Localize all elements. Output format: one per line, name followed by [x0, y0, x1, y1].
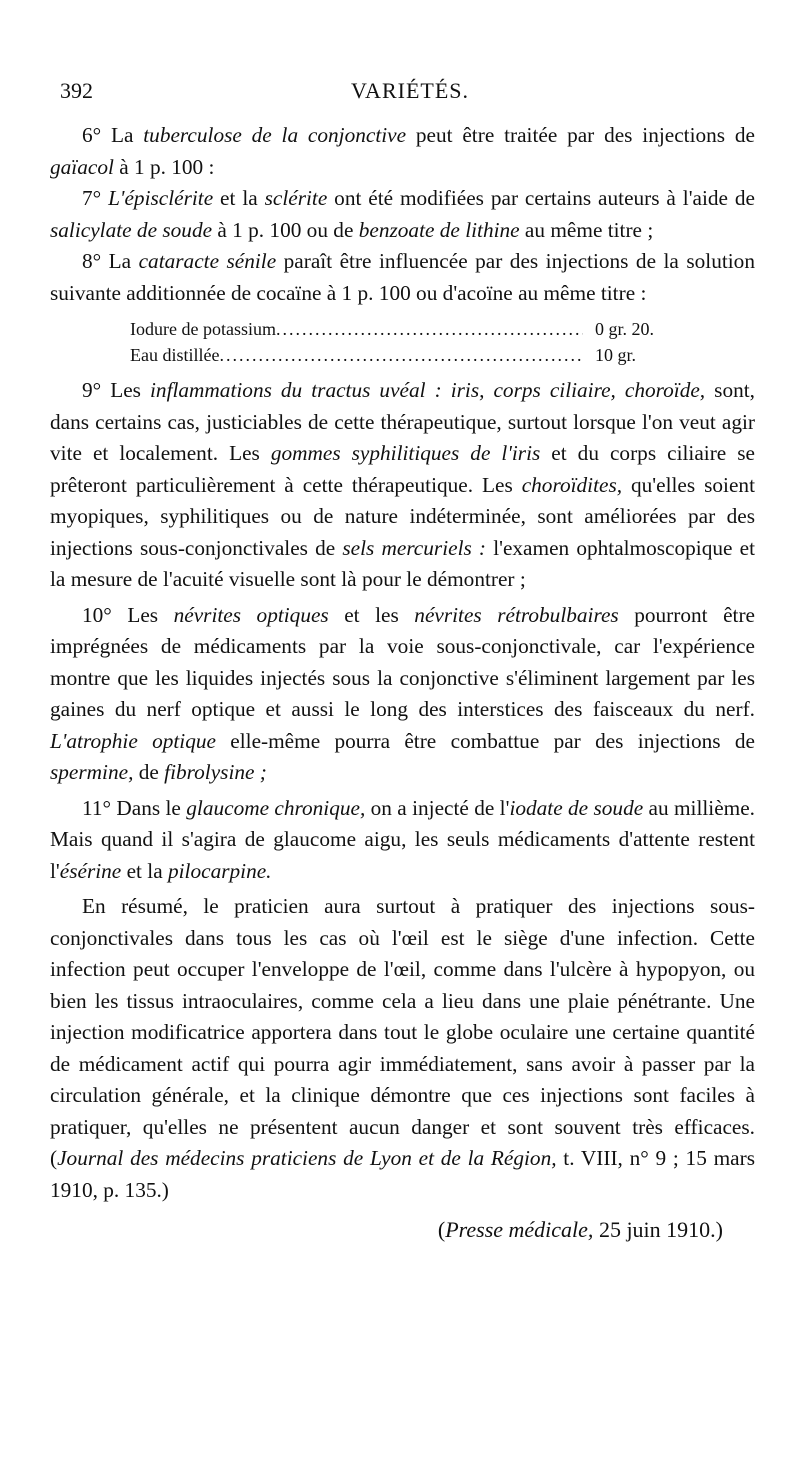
recipe-row — [130, 316, 690, 342]
page-number: 392 — [60, 78, 93, 103]
paragraph-7: 7° L'épisclérite et la sclérite ont été modifiées par certains auteurs à l'aide de salicylate de soude à 1 p. 100 ou de benzoate de lithine au même titre ; — [50, 186, 755, 242]
paragraph-11: 11° Dans le glaucome chronique, on a injecté de l'iodate de soude au millième. Mais quand il s'agira de glaucome aigu, les seuls médicaments d'attente restent l'ésérine et la pilocarpine. — [50, 795, 756, 883]
dot-leader — [219, 342, 583, 368]
recipe-ingredient: Eau distillée — [130, 345, 220, 365]
article-body — [50, 120, 755, 1246]
recipe-quantity: 10 gr. — [595, 345, 637, 365]
paragraph-6: 6° La tuberculose de la conjonctive peut être traitée par des injections de gaïacol à 1 p. 100 : — [50, 123, 755, 179]
recipe-ingredient: Iodure de potassium — [130, 319, 276, 339]
paragraph-10: 10° Les névrites optiques et les névrites rétrobulbaires pourront être imprégnées de médicaments par la voie sous-conjonctivale, car l'expérience montre que les liquides injectés sous la conjonctive s'éliminent largement par les gaines du nerf optique et aussi le long des interstices des faisceaux du nerf. L'atrophie optique elle-même pourra être combattue par des injections de spermine, de fibrolysine ; — [50, 602, 755, 784]
recipe-list — [130, 316, 755, 368]
running-title: VARIÉTÉS. — [351, 78, 469, 103]
summary-paragraph: En résumé, le praticien aura surtout à pratiquer des injections sous-conjonctivales dans tous les cas où l'œil est le siège d'une infection. Cette infection peut occuper l'enveloppe de l'œil, comme dans l'ulcère à hypopyon, ou bien les tissus intraoculaires, comme cela a lieu dans une plaie pénétrante. Une injection modificatrice apportera dans tout le globe oculaire une certaine quantité de médicament actif qui pourra agir immédiatement, sans avoir à passer par la circulation générale, et la clinique démontre que ces injections sont faciles à pratiquer, qu'elles ne présentent aucun danger et sont souvent très efficaces. (Journal des médecins praticiens de Lyon et de la Région, t. VIII, n° 9 ; 15 mars 1910, p. 135.) — [50, 894, 755, 1202]
source-credit: (Presse médicale, 25 juin 1910.) — [437, 1217, 723, 1242]
paragraph-8: 8° La cataracte sénile paraît être influencée par des injections de la solution suivante additionnée de cocaïne à 1 p. 100 ou d'acoïne au même titre : — [50, 249, 755, 305]
dot-leader — [276, 316, 583, 342]
page-header — [60, 78, 760, 108]
recipe-row — [130, 342, 690, 368]
paragraph-9: 9° Les inflammations du tractus uvéal : iris, corps ciliaire, choroïde, sont, dans certains cas, justiciables de cette thérapeutique, surtout lorsque l'on veut agir vite et localement. Les gommes syphilitiques de l'iris et du corps ciliaire se prêteront particulièrement à cette thérapeutique. Les choroïdites, qu'elles soient myopiques, syphilitiques ou de nature indéterminée, sont améliorées par des injections sous-conjonctivales de sels mercuriels : l'examen ophtalmoscopique et la mesure de l'acuité visuelle sont là pour le démontrer ; — [50, 378, 756, 591]
recipe-quantity: 0 gr. 20. — [595, 319, 655, 339]
